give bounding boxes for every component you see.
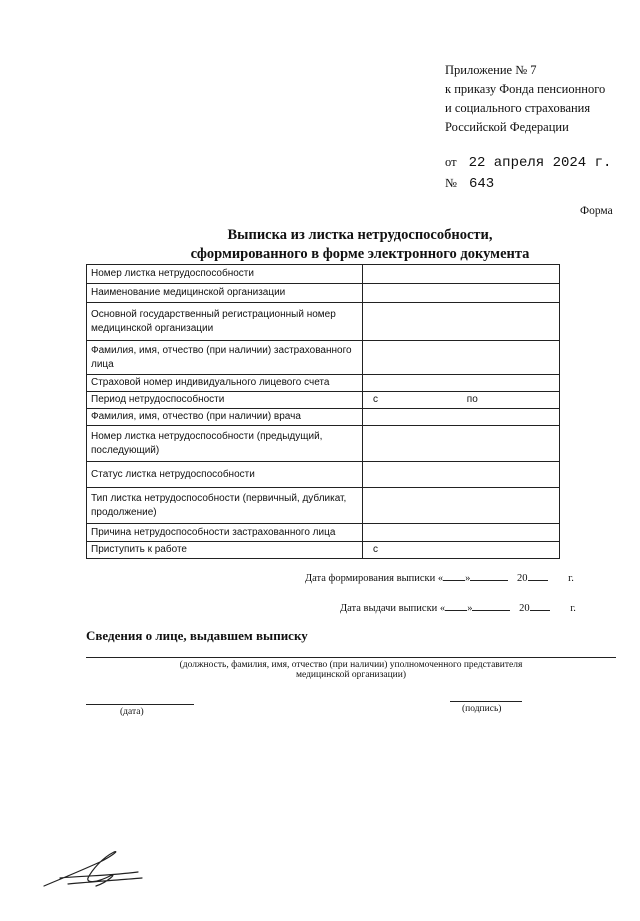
order-date [445,153,611,171]
row-label: Фамилия, имя, отчество (при наличии) врача [87,409,363,426]
table-row [87,375,560,392]
sick-leave-table [86,264,560,559]
table-row [87,341,560,375]
issuer-caption-line-2: медицинской организации) [296,670,406,680]
appendix-line: Российской Федерации [445,120,569,134]
year-blank [530,601,550,611]
row-value [363,462,560,488]
title-line-2: сформированного в форме электронного документа [190,246,530,262]
table-row [87,265,560,284]
year-suffix: г. [570,603,576,614]
table-row [87,303,560,341]
row-label: Номер листка нетрудоспособности (предыдущий, последующий) [87,426,363,462]
day-blank [445,601,467,611]
row-label: Причина нетрудоспособности застрахованного лица [87,524,363,542]
formation-date-label: Дата формирования выписки « [305,573,444,584]
form-label: Форма [580,205,613,217]
row-label: Основной государственный регистрационный номер медицинской организации [87,303,363,341]
row-value [363,284,560,303]
year-prefix: 20 [517,573,528,584]
year-blank [528,571,548,581]
table-row [87,426,560,462]
table-row [87,462,560,488]
document-title [100,226,620,264]
table-row [87,542,560,559]
day-blank [443,571,465,581]
row-label: Номер листка нетрудоспособности [87,265,363,284]
row-value [363,341,560,375]
close-quote: » [467,603,473,614]
issue-date [340,601,576,614]
issuer-line [86,657,616,658]
row-value [363,409,560,426]
title-line-1: Выписка из листка нетрудоспособности, [227,227,493,243]
formation-date [305,571,574,584]
row-label: Страховой номер индивидуального лицевого счета [87,375,363,392]
signature-line [450,701,522,702]
date-signature-line [86,704,194,705]
number-value: 643 [468,176,495,192]
row-value [363,303,560,341]
number-prefix: № [445,176,457,190]
table-row [87,284,560,303]
row-label: Статус листка нетрудоспособности [87,462,363,488]
table-row [87,488,560,524]
handwritten-signature [38,842,158,898]
period-to: по [466,394,478,405]
appendix-line: к приказу Фонда пенсионного [445,82,606,96]
close-quote: » [465,573,471,584]
table-row [87,409,560,426]
issuer-caption [86,660,616,680]
row-label: Тип листка нетрудоспособности (первичный, дубликат, продолжение) [87,488,363,524]
year-suffix: г. [568,573,574,584]
date-prefix: от [445,155,457,169]
row-value [363,426,560,462]
row-label: Период нетрудоспособности [87,392,363,409]
appendix-line: Приложение № 7 [445,63,537,77]
month-blank [470,571,508,581]
order-number [445,174,494,192]
return-from: с [373,544,378,555]
row-value [363,265,560,284]
date-caption: (дата) [120,707,144,717]
appendix-line: и социального страхования [445,101,591,115]
table-row [87,392,560,409]
issue-date-label: Дата выдачи выписки « [340,603,446,614]
year-prefix: 20 [519,603,530,614]
table-row [87,524,560,542]
appendix-block [445,61,605,137]
month-blank [472,601,510,611]
row-label: Приступить к работе [87,542,363,559]
row-label: Наименование медицинской организации [87,284,363,303]
row-value [363,375,560,392]
signature-caption: (подпись) [462,704,502,714]
row-value [363,542,560,559]
date-value: 22 апреля 2024 г. [468,155,612,171]
period-value-cell [363,392,560,409]
period-from: с [373,394,378,405]
row-value [363,524,560,542]
issuer-heading: Сведения о лице, выдавшем выписку [86,628,308,643]
row-value [363,488,560,524]
row-label: Фамилия, имя, отчество (при наличии) застрахованного лица [87,341,363,375]
issuer-caption-line-1: (должность, фамилия, имя, отчество (при наличии) уполномоченного представителя [179,660,523,670]
